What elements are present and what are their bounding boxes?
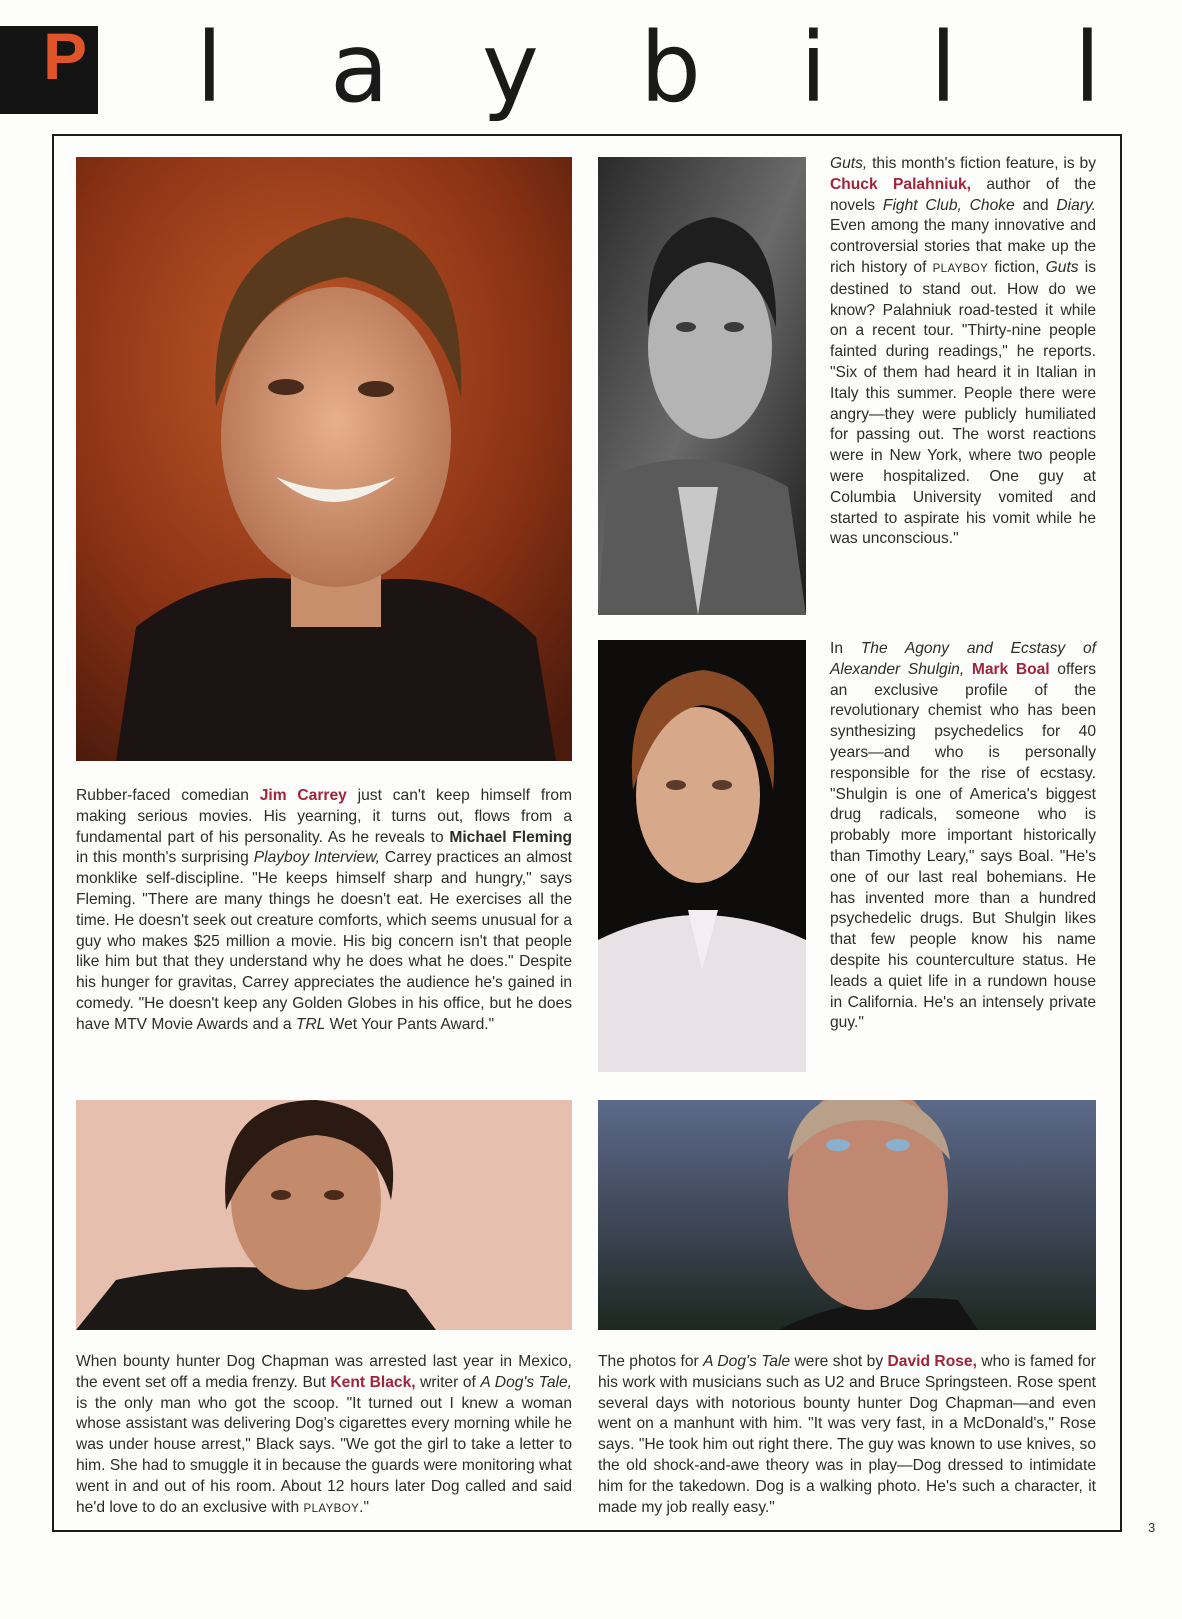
photo-kent-black — [76, 1100, 572, 1330]
masthead-letter-p: P — [42, 19, 88, 93]
masthead-letter: y — [482, 12, 539, 124]
masthead-letter: l — [1074, 12, 1101, 124]
page-number: 3 — [1148, 1520, 1156, 1535]
photo-jim-carrey — [76, 157, 572, 761]
name-jim-carrey: Jim Carrey — [259, 787, 347, 804]
masthead-letter: a — [330, 12, 389, 124]
photo-david-rose — [598, 1100, 1096, 1330]
name-chuck-palahniuk: Chuck Palahniuk, — [830, 175, 972, 193]
masthead-letter: l — [930, 12, 957, 124]
masthead-letter: i — [800, 12, 827, 124]
masthead-letter: l — [196, 12, 223, 124]
text-kent-black: When bounty hunter Dog Chapman was arrested last year in Mexico, the event set off a media frenzy. But Kent Black, writer of A Dog's Tale, is the only man who got the scoop. "It turned out I knew a woman whose assistant was delivering Dog's cigarettes every morning while he was under house arrest," Black says. "We got the girl to take a letter to him. She had to smuggle it in because the guards were monitoring what went in and out of his room. About 12 hours later Dog called and said he'd love to do an exclusive with PLAYBOY." — [76, 1353, 572, 1516]
text-mark-boal: In The Agony and Ecstasy of Alexander Shulgin, Mark Boal offers an exclusive profile of the revolutionary chemist who has been synthesizing psychedelics for 40 years—and who is personally responsible for the rise of ecstasy. "Shulgin is one of America's biggest drug radicals, someone who is probably more important historically than Timothy Leary," says Boal. "He's one of our last real bohemians. He has invented more than a hundred psychedelic drugs. But Shulgin likes that few people know his name despite his counterculture status. He leads a quiet life in a rundown house in California. He's an intensely private guy." — [830, 640, 1096, 1032]
name-michael-fleming: Michael Fleming — [449, 828, 573, 846]
text-palahniuk: Guts, this month's fiction feature, is by Chuck Palahniuk, author of the novels Fight Club, Choke and Diary. Even among the many innovative and controversial stories that make up the rich history of PLAYBOY fiction, Guts is destined to stand out. How do we know? Palahniuk road-tested it while on a recent tour. "Thirty-nine people fainted during readings," he reports. "Six of them had heard it in Italian in Italy this summer. People there were angry—they were publicly humiliated for passing out. The worst reactions were in New York, where two people were hospitalized. One guy at Columbia University vomited and started to aspirate his vomit while he was unconscious." — [830, 155, 1097, 548]
name-kent-black: Kent Black, — [330, 1373, 416, 1391]
photo-chuck-palahniuk — [598, 157, 806, 615]
name-david-rose: David Rose, — [887, 1353, 977, 1370]
text-david-rose: The photos for A Dog's Tale were shot by David Rose, who is famed for his work with musicians such as U2 and Bruce Springsteen. Rose spent several days with notorious bounty hunter Dog Chapman—and even went on a manhunt with him. "It was very fast, in a McDonald's," Rose says. "He took him out right there. The guy was known to use knives, so the old shock-and-awe theory was in play—Dog dressed to intimidate him for the takedown. Dog is a walking photo. He's such a character, it made my job really easy." — [598, 1353, 1096, 1516]
name-mark-boal: Mark Boal — [971, 660, 1050, 678]
photo-mark-boal — [598, 640, 806, 1072]
masthead-letter: b — [640, 12, 701, 124]
text-jim-carrey: Rubber-faced comedian Jim Carrey just can't keep himself from making serious movies. His yearning, it turns out, flows from a fundamental part of his personality. As he reveals to Michael Fleming in this month's surprising Playboy Interview, Carrey practices an almost monklike self-discipline. "He keeps himself sharp and hungry," says Fleming. "There are many things he doesn't eat. He exercises all the time. He doesn't seek out creature comforts, which seems unusual for a guy who makes $25 million a movie. His big concern isn't that people like him but that they understand why he does what he does." Despite his hunger for gravitas, Carrey appreciates the audience he's gained in comedy. "He doesn't keep any Golden Globes in his office, but he does have MTV Movie Awards and a TRL Wet Your Pants Award." — [76, 787, 573, 1033]
